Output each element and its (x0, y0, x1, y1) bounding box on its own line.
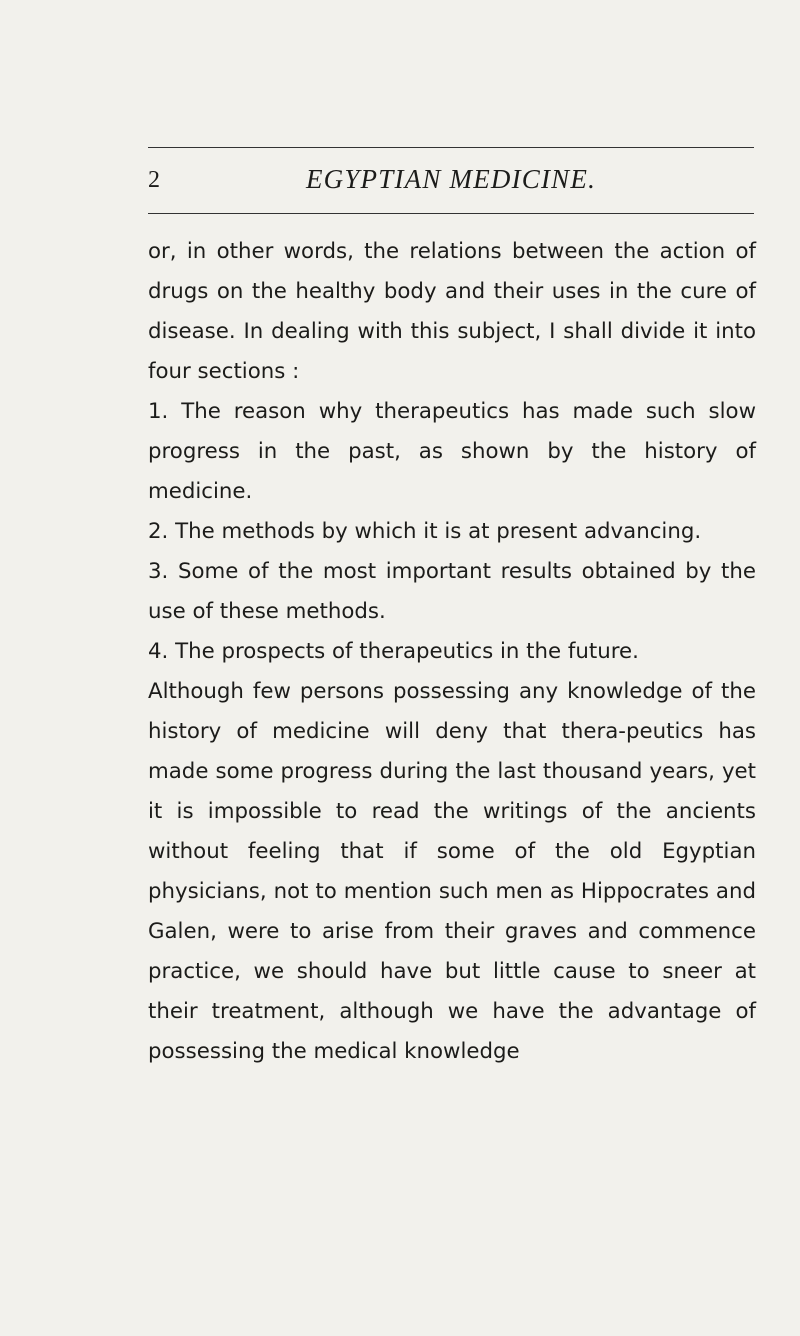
paragraph-discussion: Although few persons possessing any knowledge of the history of medicine will deny that thera-peutics has made some progress during the last thousand years, yet it is impossible to read the writings of the ancients without feeling that if some of the old Egyptian physicians, not to mention such men as Hippocrates and Galen, were to arise from their graves and commence practice, we should have but little cause to sneer at their treatment, although we have the advantage of possessing the medical knowledge (148, 679, 756, 1064)
paragraph-section-1: 1. The reason why therapeutics has made such slow progress in the past, as shown by the history of medicine. (148, 399, 756, 504)
running-title: EGYPTIAN MEDICINE. (305, 164, 597, 194)
paragraph-section-3: 3. Some of the most important results obtained by the use of these methods. (148, 559, 756, 624)
paragraph-section-2: 2. The methods by which it is at present advancing. (148, 519, 702, 544)
header-rule-top (148, 147, 754, 148)
paragraph-intro: or, in other words, the relations between the action of drugs on the healthy body and their uses in the cure of disease. In dealing with this subject, I shall divide it into four sections : (148, 239, 756, 384)
page-number: 2 (148, 167, 160, 193)
body-text (148, 232, 756, 1072)
header-rule-bottom (148, 213, 754, 214)
paragraph-section-4: 4. The prospects of therapeutics in the future. (148, 639, 639, 664)
